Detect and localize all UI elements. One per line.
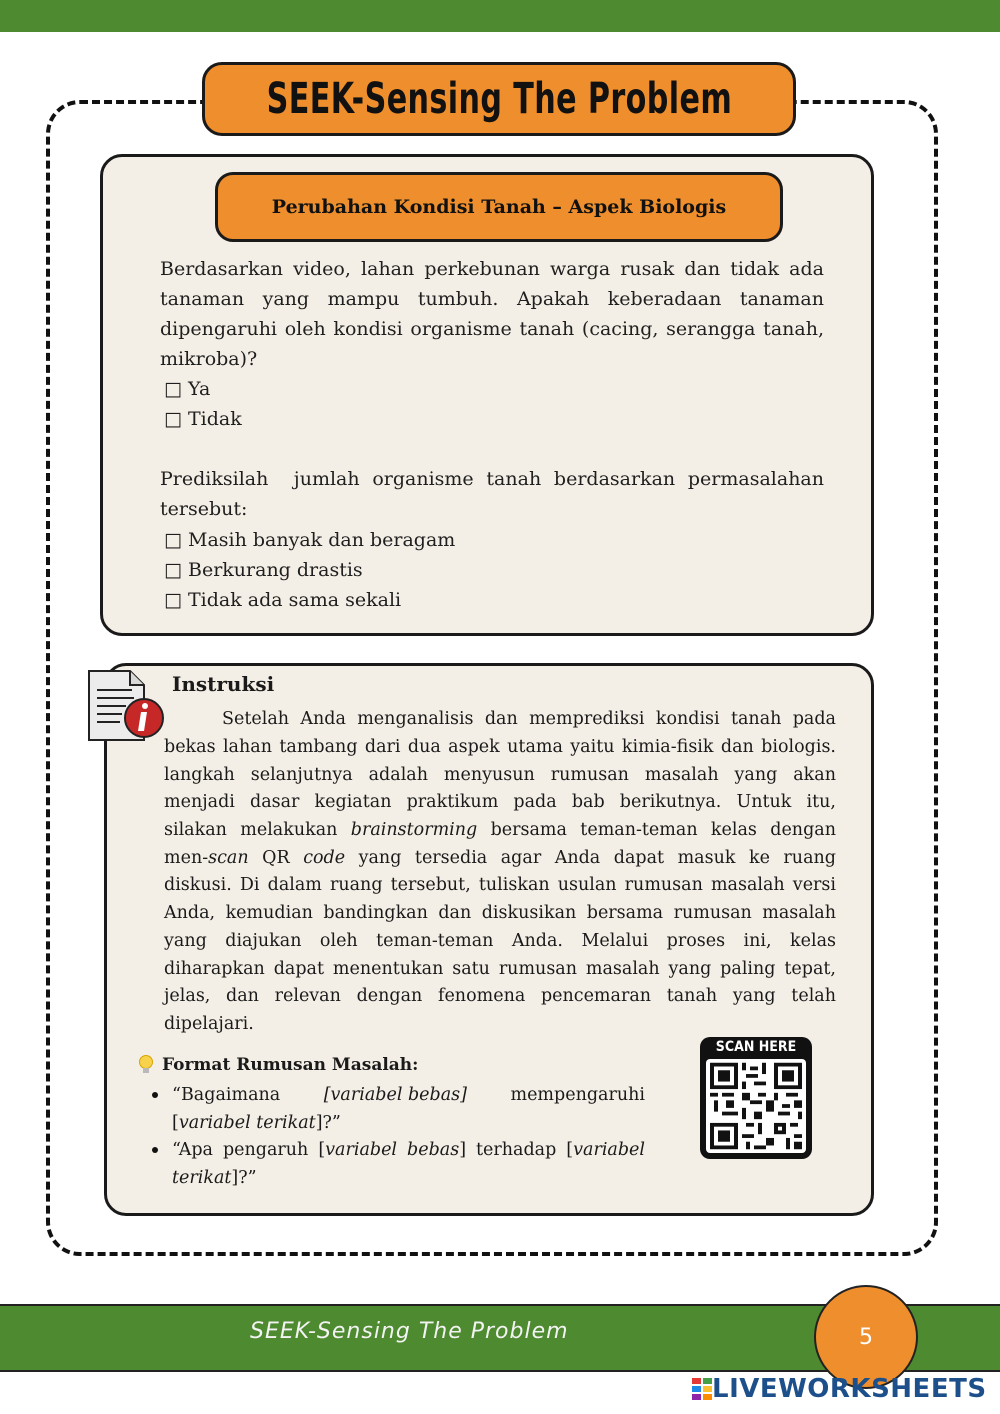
liveworksheets-logo[interactable]	[692, 1374, 987, 1404]
bullet1-line2	[172, 1109, 341, 1137]
instruction-line-10: diharapkan dapat menentukan satu rumusan masalah yang paling tepat,	[164, 959, 836, 979]
question2-line1: Prediksilah jumlah organisme tanah berdasarkan permasalahan	[160, 468, 824, 490]
bullet1-d-pre: [	[172, 1113, 179, 1133]
instruction-line-8: Anda, kemudian bandingkan dan diskusikan bersama rumusan masalah	[164, 903, 836, 923]
top-green-bar	[0, 0, 1000, 32]
bullet2-c: ] terhadap [	[459, 1140, 574, 1160]
footer-title: SEEK-Sensing The Problem	[250, 1319, 569, 1344]
question1-line2: tanaman yang mampu tumbuh. Apakah keberadaan tanaman	[160, 288, 824, 310]
liveworksheets-icon	[692, 1378, 712, 1400]
question1-line3: dipengaruhi oleh kondisi organisme tanah (cacing, serangga tanah,	[160, 318, 824, 340]
bullet2-e: terikat	[172, 1168, 232, 1188]
bullet-dot-2	[152, 1147, 158, 1153]
instruction-line-5	[164, 817, 836, 845]
line6-mid: QR	[248, 848, 304, 868]
format-title: Format Rumusan Masalah:	[162, 1055, 419, 1075]
bullet2-line2	[172, 1164, 257, 1192]
instruction-line-2: bekas lahan tambang dari dua aspek utama yaitu kimia-fisik dan biologis.	[164, 737, 836, 757]
bullet1-line1	[172, 1081, 645, 1109]
line6-rest: yang tersedia agar Anda dapat masuk ke ruang	[358, 848, 836, 868]
qr-code-card[interactable]	[700, 1037, 812, 1159]
option-banyak-checkbox[interactable]: □ Masih banyak dan beragam	[164, 529, 456, 551]
section-subtitle: Perubahan Kondisi Tanah – Aspek Biologis	[215, 172, 783, 242]
bullet1-c: mempengaruhi	[510, 1085, 645, 1105]
option-berkurang-checkbox[interactable]: □ Berkurang drastis	[164, 559, 363, 581]
instruction-line-9: yang diajukan oleh teman-teman Anda. Melalui proses ini, kelas	[164, 931, 836, 951]
instruction-line-4: menjadi dasar kegiatan praktikum pada bab berikutnya. Untuk itu,	[164, 792, 836, 812]
line5-rest: bersama teman-teman kelas dengan	[490, 820, 836, 840]
line5-prefix: silakan melakukan	[164, 820, 351, 840]
bullet2-b: variabel bebas	[325, 1140, 460, 1160]
page-title-banner	[202, 62, 796, 136]
question2-line2: tersebut:	[160, 498, 248, 520]
bullet1-d-em: variabel terikat	[178, 1113, 316, 1133]
bullet2-d: variabel	[573, 1140, 646, 1160]
instruction-line-12: dipelajari.	[164, 1014, 254, 1034]
instruction-title: Instruksi	[172, 672, 275, 696]
bullet1-b: [variabel bebas]	[323, 1085, 467, 1105]
bullet1-d-post: ]?”	[315, 1113, 341, 1133]
page-number: 5	[814, 1285, 918, 1389]
qr-label: SCAN HERE	[715, 1039, 797, 1055]
bullet2-f: ]?”	[231, 1168, 257, 1188]
line6-em2: code	[303, 848, 346, 868]
instruction-line-6	[164, 845, 836, 873]
line6-em1: scan	[208, 848, 249, 868]
qr-code[interactable]	[706, 1059, 806, 1153]
option-tidak-checkbox[interactable]: □ Tidak	[164, 408, 242, 430]
bullet2-a: “Apa pengaruh [	[172, 1140, 326, 1160]
bullet1-a: “Bagaimana	[172, 1085, 281, 1105]
instruction-line-1: Setelah Anda menganalisis dan memprediksi kondisi tanah pada	[222, 709, 836, 729]
instruction-line-11: jelas, dan relevan dengan fenomena pencemaran tanah yang telah	[164, 986, 836, 1006]
qr-code-pattern	[706, 1059, 806, 1153]
option-tidak-ada-checkbox[interactable]: □ Tidak ada sama sekali	[164, 589, 402, 611]
document-info-icon	[86, 668, 168, 746]
bullet2-line1	[172, 1136, 645, 1164]
option-ya-checkbox[interactable]: □ Ya	[164, 378, 211, 400]
instruction-line-3: langkah selanjutnya adalah menyusun rumusan masalah yang akan	[164, 765, 836, 785]
line5-em: brainstorming	[350, 820, 478, 840]
liveworksheets-text: LIVEWORKSHEETS	[712, 1374, 987, 1404]
page-title: SEEK-Sensing The Problem	[266, 74, 732, 124]
question1-line1: Berdasarkan video, lahan perkebunan warga rusak dan tidak ada	[160, 258, 824, 280]
instruction-line-7: diskusi. Di dalam ruang tersebut, tuliskan usulan rumusan masalah versi	[164, 875, 836, 895]
line6-prefix: men-	[164, 848, 209, 868]
lightbulb-icon	[138, 1054, 154, 1076]
bullet-dot-1	[152, 1092, 158, 1098]
question1-line4: mikroba)?	[160, 348, 258, 370]
